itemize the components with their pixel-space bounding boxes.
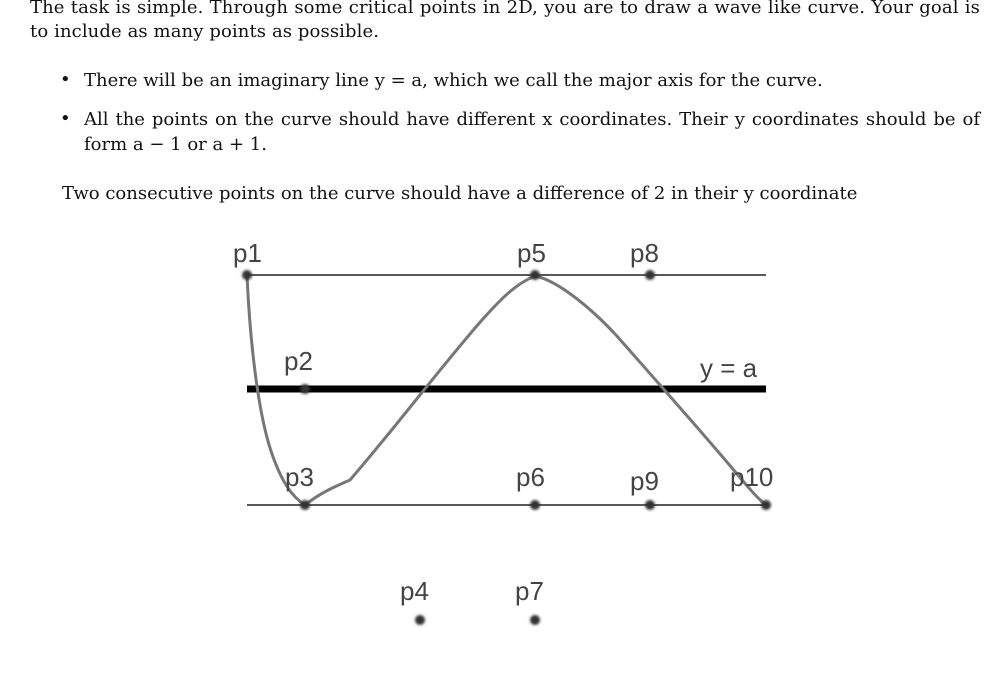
point-p10	[761, 500, 771, 510]
point-p7	[530, 615, 540, 625]
point-p5	[530, 270, 540, 280]
point-p4	[415, 615, 425, 625]
point-label-p6: p6	[516, 462, 545, 492]
intro-paragraph: The task is simple. Through some critical points in 2D, you are to draw a wave like curve. Your goal is to include as many points as possible.	[30, 0, 980, 42]
point-p9	[645, 500, 655, 510]
point-label-p10: p10	[730, 462, 774, 492]
point-label-p4: p4	[400, 576, 429, 606]
point-label-p1: p1	[233, 238, 262, 268]
point-p6	[530, 500, 540, 510]
point-label-p3: p3	[285, 462, 314, 492]
point-p3	[300, 500, 310, 510]
point-p1	[242, 270, 252, 280]
bullet-marker: •	[60, 108, 71, 129]
bullet-marker: •	[60, 69, 71, 90]
point-p8	[645, 270, 655, 280]
closing-paragraph: Two consecutive points on the curve should have a difference of 2 in their y coordinate	[62, 183, 858, 204]
major-axis-label: y = a	[700, 353, 758, 383]
point-label-p7: p7	[515, 576, 544, 606]
point-p2	[300, 384, 310, 394]
point-label-p5: p5	[517, 238, 546, 268]
rule-text: All the points on the curve should have different x coordinates. Their y coordinates should be of form a − 1 or a + 1.	[84, 109, 980, 155]
point-label-p2: p2	[284, 346, 313, 376]
point-label-p8: p8	[630, 238, 659, 268]
point-label-p9: p9	[630, 466, 659, 496]
rule-text: There will be an imaginary line y = a, which we call the major axis for the curve.	[84, 70, 823, 91]
